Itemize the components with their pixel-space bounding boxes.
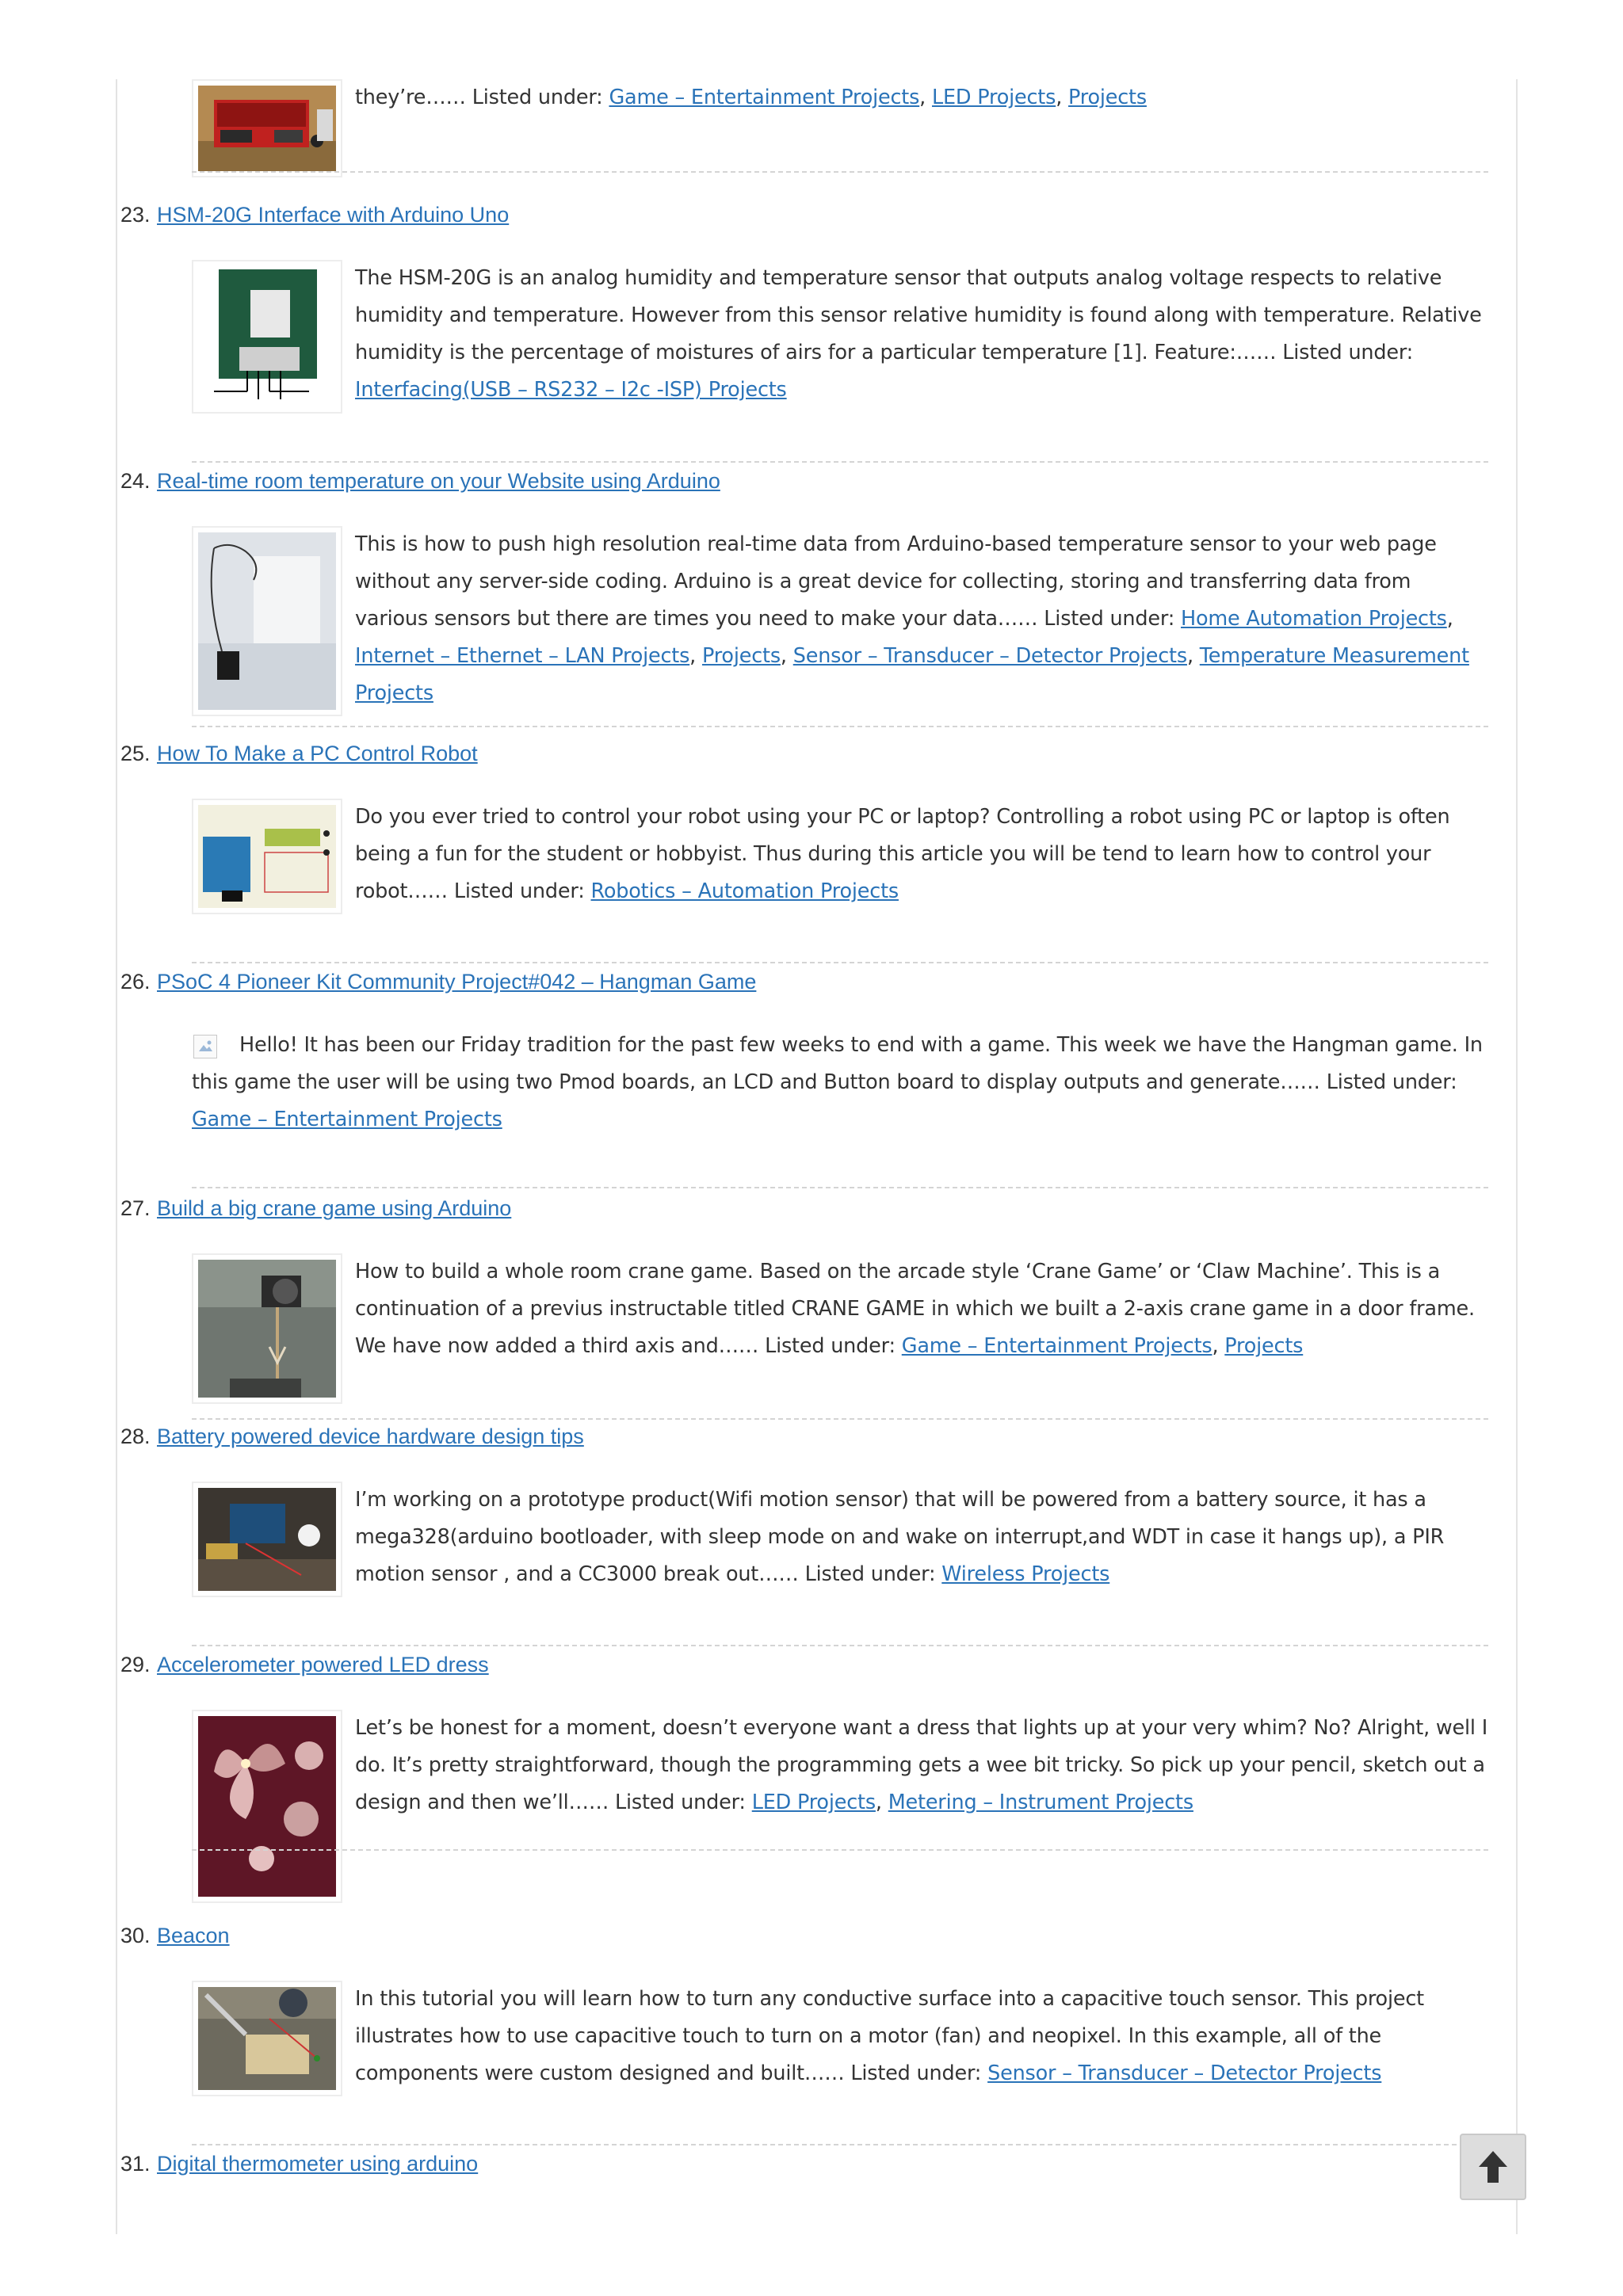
category-link[interactable]: Sensor – Transducer – Detector Projects	[987, 2061, 1382, 2085]
category-link[interactable]: Wireless Projects	[941, 1562, 1110, 1586]
item-description: they’re…… Listed under: Game – Entertainment Projects, LED Projects, Projects	[355, 86, 1147, 109]
item-title-link[interactable]: Accelerometer powered LED dress	[157, 1653, 489, 1676]
item-title-link[interactable]: PSoC 4 Pioneer Kit Community Project#042 – Hangman Game	[157, 970, 757, 994]
item-description: How to build a whole room crane game. Based on the arcade style ‘Crane Game’ or ‘Claw Machine’. This is a continuation of a previus instructable titled CRANE GAME in which we built a 2-axis crane game in a door frame. We have now added a third axis and…… Listed under: Game – Entertainment Projects, Projects	[355, 1260, 1475, 1358]
item-number: 28.	[120, 1425, 151, 1448]
item-title	[120, 467, 720, 494]
item-title	[120, 740, 478, 767]
category-link[interactable]: Projects	[1068, 86, 1147, 109]
thumbnail-image	[198, 805, 336, 908]
category-link[interactable]: Home Automation Projects	[1181, 607, 1447, 631]
item-title-link[interactable]: Real-time room temperature on your Website using Arduino	[157, 469, 720, 493]
category-link[interactable]: Internet – Ethernet – LAN Projects	[355, 644, 690, 668]
item-number: 25.	[120, 742, 151, 765]
item-separator	[192, 1187, 1488, 1188]
category-link[interactable]: Projects	[1224, 1334, 1304, 1358]
thumbnail-image	[198, 1260, 336, 1398]
item-separator	[192, 171, 1488, 173]
category-link[interactable]: Interfacing(USB – RS232 – I2c -ISP) Projects	[355, 378, 787, 402]
item-number: 23.	[120, 203, 151, 227]
up-arrow-icon	[1477, 2149, 1509, 2184]
category-link[interactable]: Metering – Instrument Projects	[888, 1791, 1193, 1814]
item-title-link[interactable]: How To Make a PC Control Robot	[157, 742, 478, 765]
item-description: Do you ever tried to control your robot using your PC or laptop? Controlling a robot using PC or laptop is often being a fun for the student or hobbyist. Thus during this article you will be tend to learn how to control your robot…… Listed under: Robotics – Automation Projects	[355, 805, 1450, 903]
category-link[interactable]: Game – Entertainment Projects	[609, 86, 920, 109]
item-title-link[interactable]: HSM-20G Interface with Arduino Uno	[157, 203, 510, 227]
category-link[interactable]: LED Projects	[931, 86, 1056, 109]
scroll-to-top-button[interactable]	[1460, 2134, 1526, 2200]
item-separator	[192, 726, 1488, 727]
thumbnail-image	[198, 266, 336, 407]
item-number: 30.	[120, 1924, 151, 1947]
item-title	[120, 1195, 512, 1222]
thumbnail-image	[198, 1488, 336, 1591]
item-description: Let’s be honest for a moment, doesn’t everyone want a dress that lights up at your very whim? No? Alright, well I do. It’s pretty straightforward, though the programming gets a wee bit tricky. So pick up your pencil, sketch out a design and then we’ll…… Listed under: LED Projects, Metering – Instrument Projects	[355, 1716, 1488, 1814]
item-description: I’m working on a prototype product(Wifi motion sensor) that will be powered from a battery source, it has a mega328(arduino bootloader, with sleep mode on and wake on interrupt,and WDT in case it hangs up), a PIR motion sensor , and a CC3000 break out…… Listed under: Wireless Projects	[355, 1488, 1445, 1586]
item-description: In this tutorial you will learn how to turn any conductive surface into a capacitive touch sensor. This project illustrates how to use capacitive touch to turn on a motor (fan) and neopixel. In this example, all of the components were custom designed and built…… Listed under: Sensor – Transducer – Detector Projects	[355, 1987, 1424, 2085]
item-thumbnail[interactable]	[192, 1253, 342, 1404]
item-thumbnail[interactable]	[192, 260, 342, 414]
category-link[interactable]: Projects	[701, 644, 781, 668]
item-separator	[192, 962, 1488, 963]
item-separator	[192, 461, 1488, 463]
item-number: 29.	[120, 1653, 151, 1676]
category-link[interactable]: Robotics – Automation Projects	[590, 879, 899, 903]
item-title	[120, 201, 510, 228]
item-title	[120, 2150, 479, 2177]
item-description: Hello! It has been our Friday tradition for the past few weeks to end with a game. This week we have the Hangman game. In this game the user will be using two Pmod boards, an LCD and Button board to display outputs and generate…… Listed under: Game – Entertainment Projects	[192, 1033, 1483, 1131]
thumbnail-image	[198, 1987, 336, 2090]
item-separator	[192, 1849, 1488, 1851]
category-link[interactable]: LED Projects	[751, 1791, 876, 1814]
item-thumbnail[interactable]	[192, 1710, 342, 1903]
category-link[interactable]: Game – Entertainment Projects	[192, 1108, 502, 1131]
item-number: 27.	[120, 1196, 151, 1220]
thumbnail-image	[198, 86, 336, 171]
item-number: 31.	[120, 2152, 151, 2176]
thumbnail-image	[198, 532, 336, 710]
item-title	[120, 1423, 584, 1450]
category-link[interactable]: Temperature Measurement Projects	[355, 644, 1469, 705]
item-title-link[interactable]: Build a big crane game using Arduino	[157, 1196, 512, 1220]
item-description: The HSM-20G is an analog humidity and temperature sensor that outputs analog voltage respects to relative humidity and temperature. However from this sensor relative humidity is found along with temperature. Relative humidity is the percentage of moistures of airs for a particular temperature [1]. Feature:…… Listed under: Interfacing(USB – RS232 – I2c -ISP) Projects	[355, 266, 1482, 402]
item-title	[120, 968, 757, 995]
item-thumbnail[interactable]	[192, 79, 342, 177]
item-title-link[interactable]: Digital thermometer using arduino	[157, 2152, 479, 2176]
item-separator	[192, 2144, 1488, 2145]
item-separator	[192, 1418, 1488, 1420]
category-link[interactable]: Game – Entertainment Projects	[901, 1334, 1212, 1358]
thumbnail-image	[198, 1716, 336, 1897]
item-number: 24.	[120, 469, 151, 493]
item-separator	[192, 1645, 1488, 1646]
item-thumbnail[interactable]	[192, 1981, 342, 2096]
item-title-link[interactable]: Beacon	[157, 1924, 230, 1947]
item-title	[120, 1651, 489, 1678]
category-link[interactable]: Sensor – Transducer – Detector Projects	[792, 644, 1187, 668]
item-title	[120, 1922, 230, 1949]
item-title-link[interactable]: Battery powered device hardware design tips	[157, 1425, 584, 1448]
item-thumbnail[interactable]	[192, 526, 342, 716]
item-thumbnail[interactable]	[192, 799, 342, 914]
item-thumbnail[interactable]	[192, 1482, 342, 1597]
item-description: This is how to push high resolution real-time data from Arduino-based temperature sensor to your web page without any server-side coding. Arduino is a great device for collecting, storing and transferring data from various sensors but there are times you need to make your data…… Listed under: Home Automation Projects, Internet – Ethernet – LAN Projects, Projects, Sensor – Transducer – Detector Projects, Temperature Measurement Projects	[355, 532, 1469, 705]
item-number: 26.	[120, 970, 151, 994]
